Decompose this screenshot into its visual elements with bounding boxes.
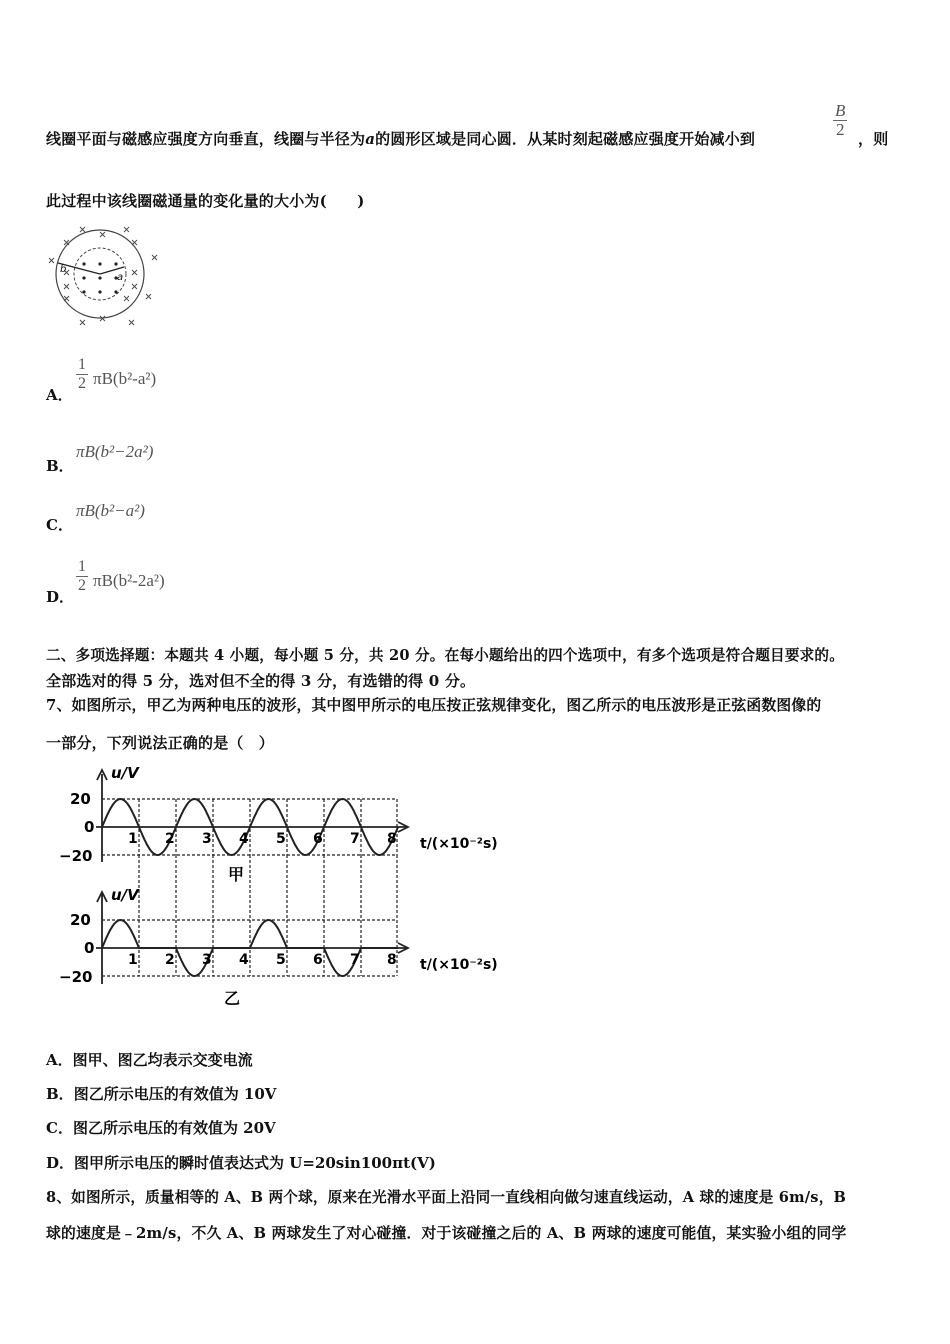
x-tick-label: 1 [128, 831, 138, 847]
q7-option-a[interactable]: A．图甲、图乙均表示交变电流 [46, 1051, 253, 1069]
svg-text:u/V: u/V [111, 886, 139, 904]
q6-line2: 此过程中该线圈磁通量的变化量的大小为( ) [46, 192, 365, 210]
label-a: a [117, 272, 124, 283]
q6-fraction-b-over-2: $\frac{B}{2}$ [835, 101, 846, 139]
section2-line1: 二、多项选择题：本题共 4 小题，每小题 5 分，共 20 分。在每小题给出的四个选项中，有多个选项是符合题目要求的。 [46, 647, 844, 664]
q6-magnetic-field-figure [44, 222, 166, 334]
svg-text:20: 20 [70, 911, 91, 929]
svg-text:−20: −20 [59, 968, 93, 986]
q7-option-c[interactable]: C．图乙所示电压的有效值为 20V [46, 1119, 276, 1137]
q7-line2: 一部分，下列说法正确的是（ ） [46, 734, 275, 752]
q6-option-d-coef: $\frac{1}{2}$ [78, 558, 86, 594]
x-tick-label: 7 [350, 831, 360, 847]
x-tick-label: 4 [239, 952, 249, 968]
x-tick-label: 1 [128, 952, 138, 968]
x-tick-label: 6 [313, 831, 323, 847]
q6-option-a-expr: πB(b²-a²) [93, 369, 157, 388]
q6-line1: 线圈平面与磁感应强度方向垂直，线圈与半径为a的圆形区域是同心圆．从某时刻起磁感应强度开始减小到 [46, 130, 756, 148]
q6-option-b-expr: πB(b²−2a²) [76, 442, 154, 461]
q8-line2: 球的速度是﹣2m/s，不久 A、B 两球发生了对心碰撞．对于该碰撞之后的 A、B 两球的速度可能值，某实验小组的同学 [46, 1225, 847, 1242]
x-tick-label: 8 [387, 952, 397, 968]
q6-line1-end: ，则 [858, 130, 889, 148]
q7-option-b[interactable]: B．图乙所示电压的有效值为 10V [46, 1085, 277, 1103]
q6-option-d-expr: πB(b²-2a²) [93, 571, 165, 590]
x-tick-label: 2 [165, 831, 175, 847]
svg-text:−20: −20 [59, 847, 93, 865]
x-tick-label: 4 [239, 831, 249, 847]
label-b: b [60, 264, 67, 275]
q7-voltage-waveform-graphs [56, 764, 516, 1012]
x-tick-label: 8 [387, 831, 397, 847]
q7-option-d[interactable]: D．图甲所示电压的瞬时值表达式为 U=20sin100πt(V) [46, 1154, 436, 1172]
x-tick-label: 3 [202, 831, 212, 847]
svg-text:t/(×10⁻²s): t/(×10⁻²s) [420, 957, 498, 973]
q6-option-d[interactable]: D． [46, 588, 75, 606]
x-tick-label: 5 [276, 952, 286, 968]
svg-text:0: 0 [84, 818, 95, 836]
svg-text:0: 0 [84, 939, 95, 957]
q6-option-b[interactable]: B． [46, 457, 74, 475]
x-tick-label: 7 [350, 952, 360, 968]
q8-line1: 8、如图所示，质量相等的 A、B 两个球，原来在光滑水平面上沿同一直线相向做匀速直线运动，A 球的速度是 6m/s，B [46, 1189, 847, 1206]
q6-option-c[interactable]: C． [46, 516, 73, 534]
q7-line1: 7、如图所示，甲乙为两种电压的波形，其中图甲所示的电压按正弦规律变化，图乙所示的电压波形是正弦函数图像的 [46, 697, 822, 714]
q6-option-a-coef: $\frac{1}{2}$ [78, 356, 86, 392]
x-tick-label: 3 [202, 952, 212, 968]
x-tick-label: 2 [165, 952, 175, 968]
x-tick-label: 6 [313, 952, 323, 968]
x-tick-label: 5 [276, 831, 286, 847]
svg-text:t/(×10⁻²s): t/(×10⁻²s) [420, 836, 498, 852]
q6-option-a[interactable]: A． [46, 386, 73, 404]
svg-text:20: 20 [70, 790, 91, 808]
svg-text:甲: 甲 [228, 865, 245, 884]
svg-text:乙: 乙 [224, 989, 241, 1008]
section2-line2: 全部选对的得 5 分，选对但不全的得 3 分，有选错的得 0 分。 [46, 672, 476, 690]
q6-option-c-expr: πB(b²−a²) [76, 501, 145, 520]
svg-text:u/V: u/V [111, 764, 139, 782]
